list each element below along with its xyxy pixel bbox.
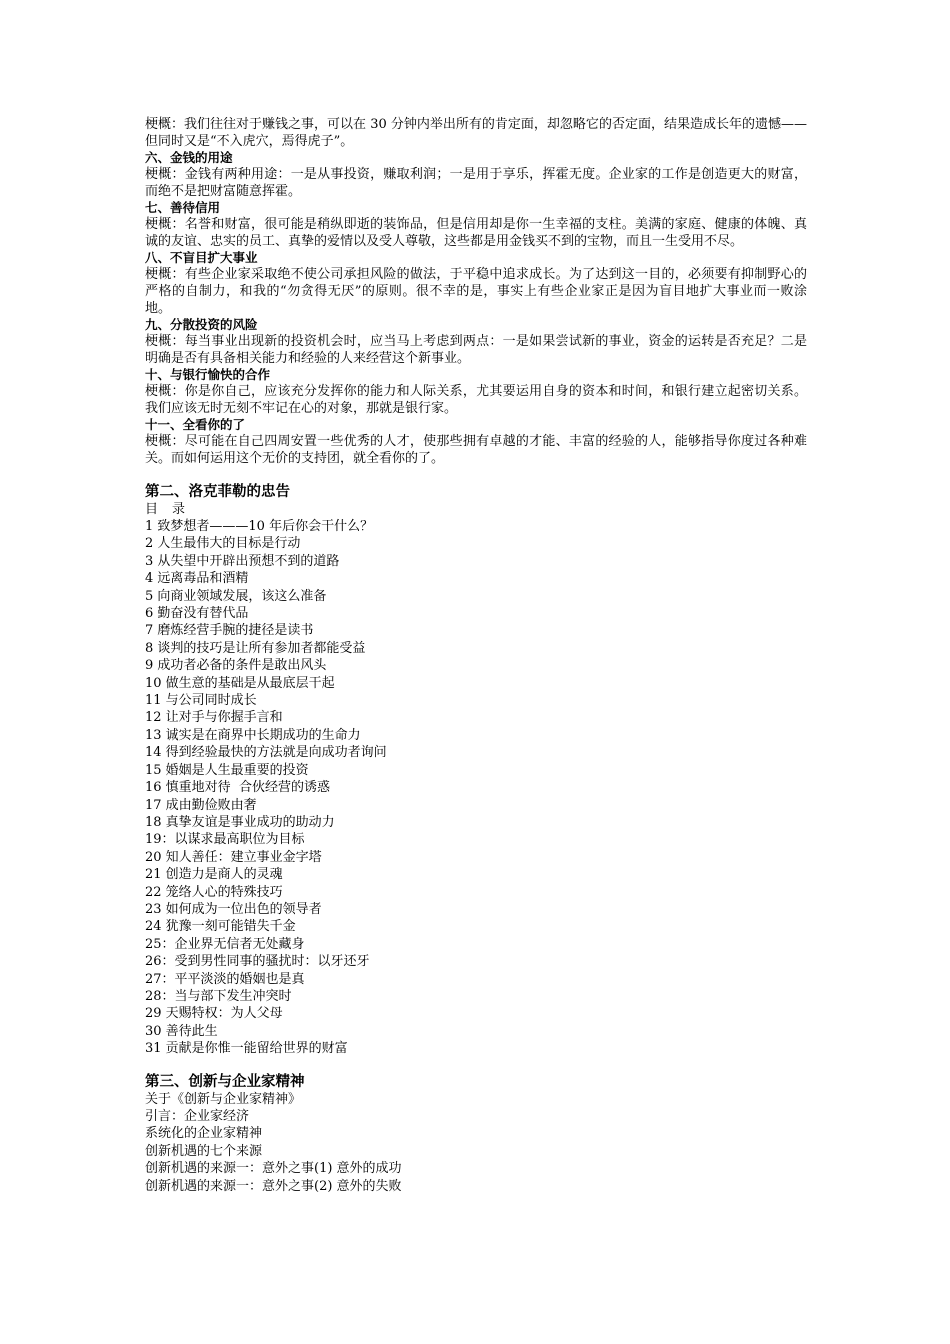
section-heading: 十、与银行愉快的合作	[145, 367, 271, 382]
toc-item: 22 笼络人心的特殊技巧	[145, 884, 283, 900]
toc-item: 15 婚姻是人生最重要的投资	[145, 762, 309, 778]
toc-item: 7 磨炼经营手腕的捷径是读书	[145, 623, 314, 639]
toc-item: 6 勤奋没有替代品	[145, 606, 249, 622]
toc-item: 14 得到经验最快的方法就是向成功者询问	[145, 745, 387, 761]
toc-item: 8 谈判的技巧是让所有参加者都能受益	[145, 640, 366, 656]
toc-item: 3 从失望中开辟出预想不到的道路	[145, 553, 340, 569]
toc-item: 16 慎重地对待 合伙经营的诱惑	[145, 780, 330, 796]
toc-item: 9 成功者必备的条件是敢出风头	[145, 658, 327, 674]
chapter-item: 引言：企业家经济	[145, 1109, 250, 1124]
toc-item: 10 做生意的基础是从最底层干起	[145, 675, 335, 691]
toc-item: 31 贡献是你惟一能留给世界的财富	[145, 1041, 348, 1057]
section-summary: 梗概：金钱有两种用途：一是从事投资，赚取利润；一是用于享乐，挥霍无度。企业家的工作是创造更大的财富，而绝不是把财富随意挥霍。	[145, 167, 807, 199]
toc-item: 30 善待此生	[145, 1023, 218, 1039]
section-summary: 梗概：名誉和财富，很可能是稍纵即逝的装饰品，但是信用却是你一生幸福的支柱。美满的家庭、健康的体魄、真诚的友谊、忠实的员工、真挚的爱情以及受人尊敬，这些都是用金钱买不到的宝物，而且一生受用不尽。	[145, 217, 807, 249]
document-page	[145, 116, 807, 1195]
toc-item: 29 天赐特权：为人父母	[145, 1006, 283, 1022]
toc-item: 1 致梦想者———10 年后你会干什么？	[145, 519, 374, 534]
intro-summary: 梗概：我们往往对于赚钱之事，可以在 30 分钟内举出所有的肯定面，却忽略它的否定面，结果造成长年的遗憾——但同时又是“不入虎穴，焉得虎子”。	[145, 117, 807, 149]
toc-item: 17 成由勤俭败由奢	[145, 797, 257, 813]
chapter-item: 创新机遇的来源一：意外之事(1) 意外的成功	[145, 1161, 402, 1177]
chapter-item: 创新机遇的来源一：意外之事(2) 意外的失败	[145, 1178, 402, 1194]
toc-item: 18 真挚友谊是事业成功的助动力	[145, 814, 335, 830]
section-heading: 六、金钱的用途	[145, 150, 233, 165]
toc-item: 27：平平淡淡的婚姻也是真	[145, 971, 305, 987]
section-heading: 十一、全看你的了	[145, 417, 246, 432]
toc-item: 26：受到男性同事的骚扰时：以牙还牙	[145, 954, 370, 970]
toc-item: 12 让对手与你握手言和	[145, 710, 283, 726]
part-heading: 第二、洛克菲勒的忠告	[145, 484, 290, 500]
toc-item: 23 如何成为一位出色的领导者	[145, 901, 322, 917]
section-summary: 梗概：每当事业出现新的投资机会时，应当马上考虑到两点：一是如果尝试新的事业，资金的运转是否充足？二是明确是否有具备相关能力和经验的人来经营这个新事业。	[145, 334, 807, 366]
toc-item: 13 诚实是在商界中长期成功的生命力	[145, 727, 361, 743]
toc-item: 11 与公司同时成长	[145, 693, 257, 709]
toc-item: 4 远离毒品和酒精	[145, 571, 249, 587]
toc-list	[145, 518, 807, 1058]
chapter-item: 创新机遇的七个来源	[145, 1143, 263, 1159]
chapter-item: 关于《创新与企业家精神》	[145, 1091, 302, 1107]
chapter-item: 系统化的企业家精神	[145, 1126, 263, 1142]
toc-item: 19：以谋求最高职位为目标	[145, 832, 305, 848]
chapter-list	[145, 1091, 807, 1195]
section-heading: 八、不盲目扩大事业	[145, 250, 258, 265]
toc-label: 目录	[145, 502, 200, 517]
toc-item: 5 向商业领域发展，该这么准备	[145, 588, 327, 604]
part-heading: 第三、创新与企业家精神	[145, 1073, 305, 1090]
section-heading: 七、善待信用	[145, 200, 221, 215]
toc-item: 20 知人善任：建立事业金字塔	[145, 849, 322, 865]
toc-item: 28：当与部下发生冲突时	[145, 988, 292, 1004]
section-summary: 梗概：你是你自己，应该充分发挥你的能力和人际关系，尤其要运用自身的资本和时间，和银行建立起密切关系。我们应该无时无刻不牢记在心的对象，那就是银行家。	[145, 384, 807, 416]
section-summary: 梗概：有些企业家采取绝不使公司承担风险的做法，于平稳中追求成长。为了达到这一目的，必须要有抑制野心的严格的自制力，和我的“勿贪得无厌”的原则。很不幸的是，事实上有些企业家正是因为盲目地扩大事业而一败涂地。	[145, 267, 807, 316]
toc-item: 21 创造力是商人的灵魂	[145, 867, 283, 883]
section-heading: 九、分散投资的风险	[145, 317, 258, 332]
section-summary: 梗概：尽可能在自己四周安置一些优秀的人才，使那些拥有卓越的才能、丰富的经验的人，能够指导你度过各种难关。而如何运用这个无价的支持团，就全看你的了。	[145, 434, 807, 466]
toc-item: 25：企业界无信者无处藏身	[145, 936, 305, 952]
toc-item: 24 犹豫一刻可能错失千金	[145, 919, 296, 935]
toc-item: 2 人生最伟大的目标是行动	[145, 536, 301, 552]
